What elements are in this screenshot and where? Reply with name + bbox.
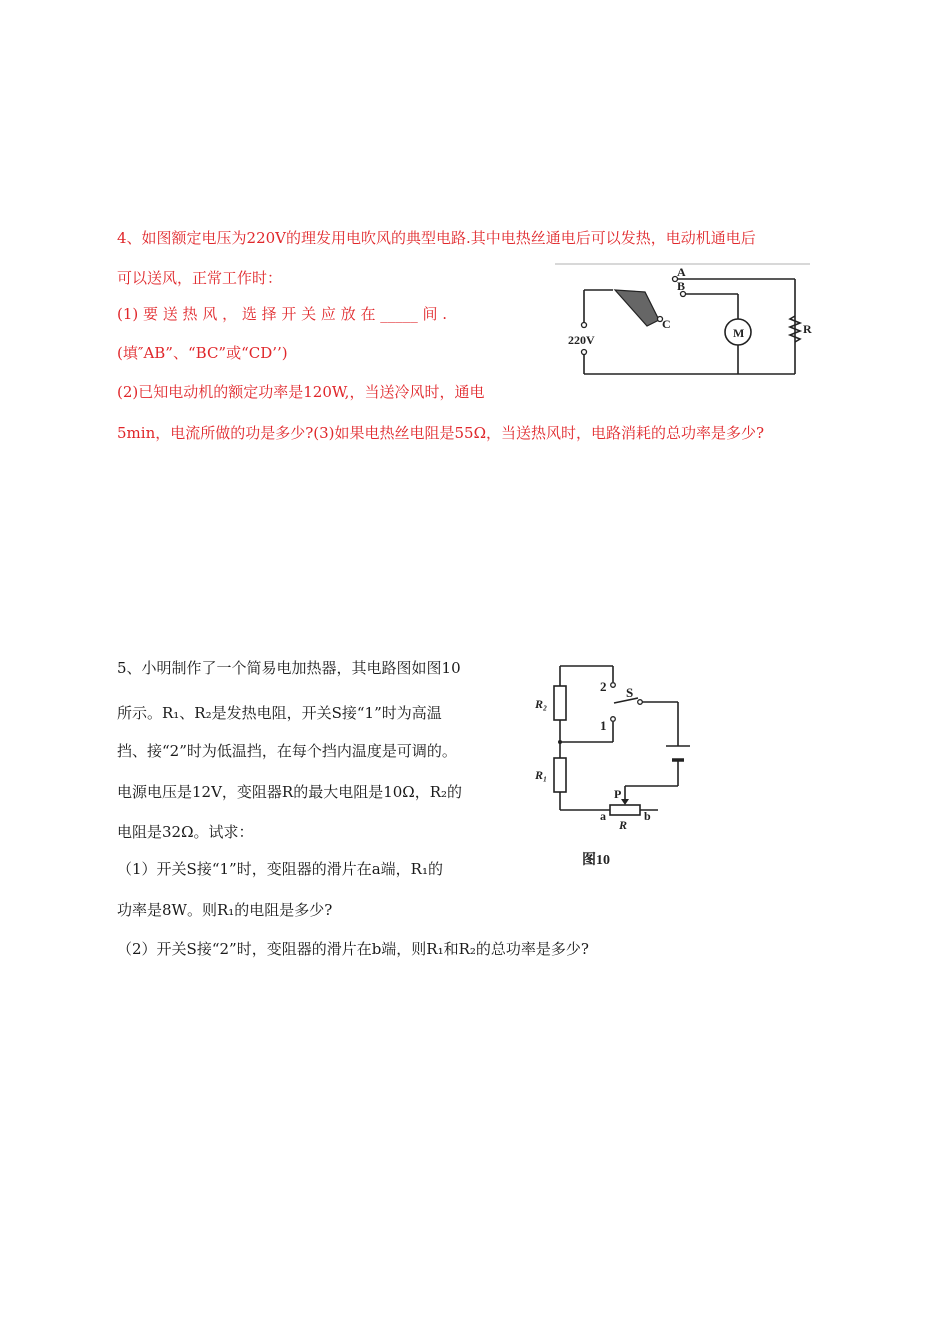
q5-line-6: （1）开关S接“1”时，变阻器的滑片在a端，R₁的 xyxy=(117,860,443,878)
selector-switch-icon xyxy=(615,290,659,326)
label-b: b xyxy=(644,809,651,823)
q5-circuit-figure xyxy=(530,658,700,873)
q5-line-8: （2）开关S接“2”时，变阻器的滑片在b端，则R₁和R₂的总功率是多少? xyxy=(117,940,589,958)
label-b: B xyxy=(677,279,686,293)
label-motor: M xyxy=(733,326,745,340)
q4-circuit-figure xyxy=(555,262,825,387)
figure-caption: 图10 xyxy=(582,853,610,868)
q5-line-4: 电源电压是12V，变阻器R的最大电阻是10Ω，R₂的 xyxy=(117,783,463,801)
q4-line-6: 5min，电流所做的功是多少?(3)如果电热丝电阻是55Ω，当送热风时，电路消耗的总功率是多少? xyxy=(117,424,765,442)
q5-line-3: 挡、接“2”时为低温挡，在每个挡内温度是可调的。 xyxy=(117,742,457,760)
q5-line-2: 所示。R₁、R₂是发热电阻，开关S接“1”时为高温 xyxy=(117,704,442,722)
label-voltage: 220V xyxy=(568,333,595,347)
r1-resistor-icon xyxy=(554,758,566,792)
label-r2: R₂ xyxy=(535,697,548,711)
battery-icon xyxy=(666,746,690,760)
q5-line-5: 电阻是32Ω。试求： xyxy=(117,823,254,841)
label-r: R xyxy=(619,818,628,832)
label-2: 2 xyxy=(600,679,607,694)
label-c: C xyxy=(662,317,671,331)
label-r1: R₁ xyxy=(535,768,548,782)
r2-resistor-icon xyxy=(554,686,566,720)
label-resistor: R xyxy=(803,322,812,336)
q4-line-4: (填″AB”、“BC”或“CD’’) xyxy=(117,344,288,362)
label-p: P xyxy=(614,787,622,801)
q4-line-3: (1) 要 送 热 风 ， 选 择 开 关 应 放 在 _____ 间 . xyxy=(117,305,448,323)
q4-line-1: 4、如图额定电压为220V的理发用电吹风的典型电路.其中电热丝通电后可以发热，电动机通电后 xyxy=(117,229,756,247)
label-1: 1 xyxy=(600,718,607,733)
label-a: A xyxy=(677,265,686,279)
rheostat-icon xyxy=(610,805,640,815)
q4-line-2: 可以送风，正常工作时： xyxy=(117,269,283,287)
q4-line-5: (2)已知电动机的额定功率是120W,，当送冷风时，通电 xyxy=(117,383,485,401)
label-s: S xyxy=(626,685,634,700)
q5-line-1: 5、小明制作了一个简易电加热器，其电路图如图10 xyxy=(117,659,461,677)
label-a: a xyxy=(600,809,606,823)
slider-arrow-icon xyxy=(621,799,629,805)
q5-line-7: 功率是8W。则R₁的电阻是多少? xyxy=(117,901,333,919)
